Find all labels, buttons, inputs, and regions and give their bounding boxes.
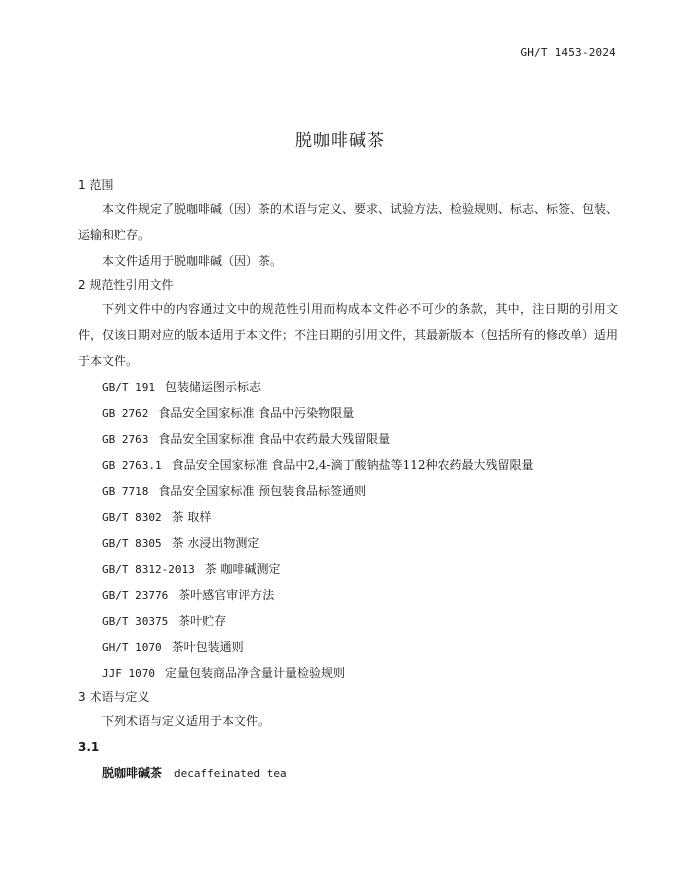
scope-paragraph-2: 本文件适用于脱咖啡碱（因）茶。 [102, 254, 283, 268]
reference-code: GB 7718 [102, 485, 149, 498]
reference-item [78, 400, 618, 426]
reference-item [78, 556, 618, 582]
scope-paragraph-1: 本文件规定了脱咖啡碱（因）茶的术语与定义、要求、试验方法、检验规则、标志、标签、包装、运输和贮存。 [78, 202, 619, 242]
reference-code: GB/T 23776 [102, 589, 169, 602]
document-code: GH/T 1453-2024 [520, 46, 616, 59]
references-intro: 下列文件中的内容通过文中的规范性引用而构成本文件必不可少的条款，其中，注日期的引用文件，仅该日期对应的版本适用于本文件；不注日期的引用文件，其最新版本（包括所有的修改单）适用于本文件。 [78, 302, 619, 368]
reference-code: GH/T 1070 [102, 641, 162, 654]
reference-title: 包装储运图示标志 [164, 380, 261, 394]
reference-code: GB/T 8302 [102, 511, 162, 524]
reference-item [78, 374, 618, 400]
reference-code: GB/T 30375 [102, 615, 169, 628]
reference-code: GB/T 8312-2013 [102, 563, 195, 576]
section-1-heading: 1 范围 [78, 178, 114, 192]
reference-code: GB/T 191 [102, 381, 155, 394]
reference-item [78, 452, 618, 478]
reference-title: 食品安全国家标准 预包装食品标签通则 [158, 484, 367, 498]
reference-title: 茶叶贮存 [178, 614, 227, 628]
reference-item [78, 660, 618, 686]
term-entry [78, 760, 618, 786]
reference-item [78, 504, 618, 530]
reference-item [78, 530, 618, 556]
reference-title: 茶 取样 [171, 510, 212, 524]
reference-code: JJF 1070 [102, 667, 155, 680]
term-chinese: 脱咖啡碱茶 [102, 766, 163, 780]
document-title: 脱咖啡碱茶 [295, 131, 385, 151]
section-2-heading: 2 规范性引用文件 [78, 278, 174, 292]
subsection-number: 3.1 [78, 740, 100, 754]
reference-item [78, 634, 618, 660]
terms-intro: 下列术语与定义适用于本文件。 [102, 714, 271, 728]
reference-item [78, 478, 618, 504]
reference-item [78, 608, 618, 634]
reference-title: 茶叶感官审评方法 [178, 588, 275, 602]
reference-code: GB/T 8305 [102, 537, 162, 550]
reference-title: 茶 咖啡碱测定 [204, 562, 281, 576]
term-english: decaffeinated tea [174, 767, 287, 780]
section-3-heading: 3 术语与定义 [78, 690, 150, 704]
reference-title: 食品安全国家标准 食品中污染物限量 [158, 406, 355, 420]
reference-code: GB 2762 [102, 407, 149, 420]
document-body [78, 174, 618, 786]
reference-item [78, 582, 618, 608]
reference-code: GB 2763.1 [102, 459, 162, 472]
reference-title: 食品安全国家标准 食品中2,4-滴丁酸钠盐等112种农药最大残留限量 [171, 458, 534, 472]
reference-title: 定量包装商品净含量计量检验规则 [164, 666, 345, 680]
reference-title: 食品安全国家标准 食品中农药最大残留限量 [158, 432, 391, 446]
reference-title: 茶叶包装通则 [171, 640, 244, 654]
reference-code: GB 2763 [102, 433, 149, 446]
reference-item [78, 426, 618, 452]
reference-title: 茶 水浸出物测定 [171, 536, 260, 550]
